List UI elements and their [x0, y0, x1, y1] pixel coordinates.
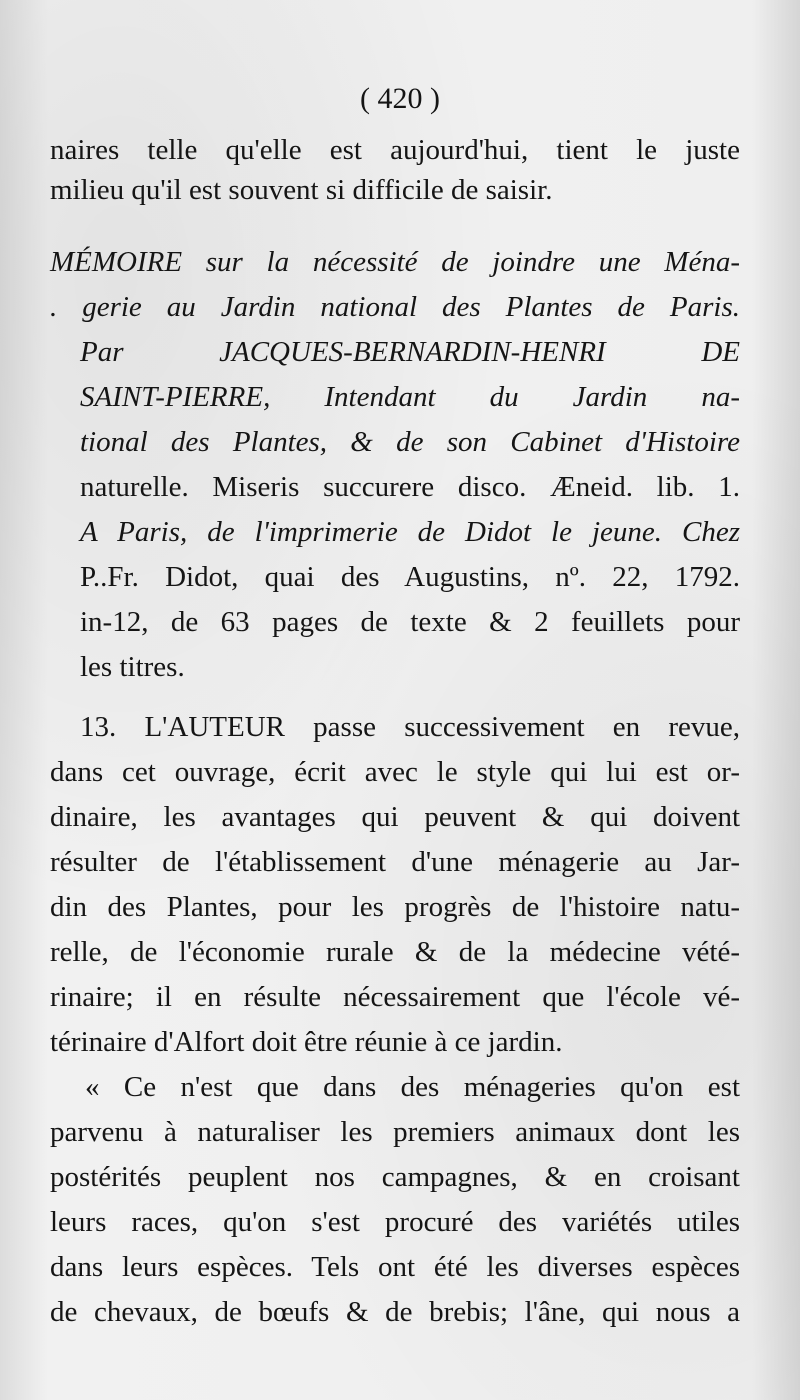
text-line: résulter de l'établissement d'une ménagerie au Jar- — [50, 846, 740, 878]
text-line: dinaire, les avantages qui peuvent & qui doivent — [50, 801, 740, 833]
text-line: de chevaux, de bœufs & de brebis; l'âne, qui nous a — [50, 1296, 740, 1328]
entry-title-line: . gerie au Jardin national des Plantes de Paris. — [50, 291, 740, 323]
text-line: « Ce n'est que dans des ménageries qu'on est — [85, 1071, 740, 1103]
page-number: ( 420 ) — [360, 82, 440, 115]
entry-imprint-line: P..Fr. Didot, quai des Augustins, nº. 22, 1792. — [80, 561, 740, 593]
text-line: 13. L'AUTEUR passe successivement en revue, — [80, 711, 740, 743]
entry-author-line: tional des Plantes, & de son Cabinet d'Histoire — [80, 426, 740, 458]
entry-epigraph-line: naturelle. Miseris succurere disco. Æneid. lib. 1. — [80, 471, 740, 503]
text-line: parvenu à naturaliser les premiers animaux dont les — [50, 1116, 740, 1148]
text-line: dans cet ouvrage, écrit avec le style qui lui est or- — [50, 756, 740, 788]
entry-author-line: SAINT-PIERRE, Intendant du Jardin na- — [80, 381, 740, 413]
text-line: postérités peuplent nos campagnes, & en croisant — [50, 1161, 740, 1193]
text-line: rinaire; il en résulte nécessairement que l'école vé- — [50, 981, 740, 1013]
text-line: dans leurs espèces. Tels ont été les diverses espèces — [50, 1251, 740, 1283]
entry-author-line: Par JACQUES-BERNARDIN-HENRI DE — [80, 336, 740, 368]
entry-imprint-line: A Paris, de l'imprimerie de Didot le jeune. Chez — [80, 516, 740, 548]
text-line: térinaire d'Alfort doit être réunie à ce jardin. — [50, 1026, 563, 1058]
text-line: din des Plantes, pour les progrès de l'histoire natu- — [50, 891, 740, 923]
entry-format-line: les titres. — [80, 651, 185, 683]
text-line: leurs races, qu'on s'est procuré des variétés utiles — [50, 1206, 740, 1238]
text-line: relle, de l'économie rurale & de la médecine vété- — [50, 936, 740, 968]
entry-title-line: MÉMOIRE sur la nécessité de joindre une Ména- — [50, 246, 740, 278]
text-line: milieu qu'il est souvent si difficile de saisir. — [50, 174, 553, 206]
entry-format-line: in-12, de 63 pages de texte & 2 feuillets pour — [80, 606, 740, 638]
text-line: naires telle qu'elle est aujourd'hui, tient le juste — [50, 134, 740, 166]
